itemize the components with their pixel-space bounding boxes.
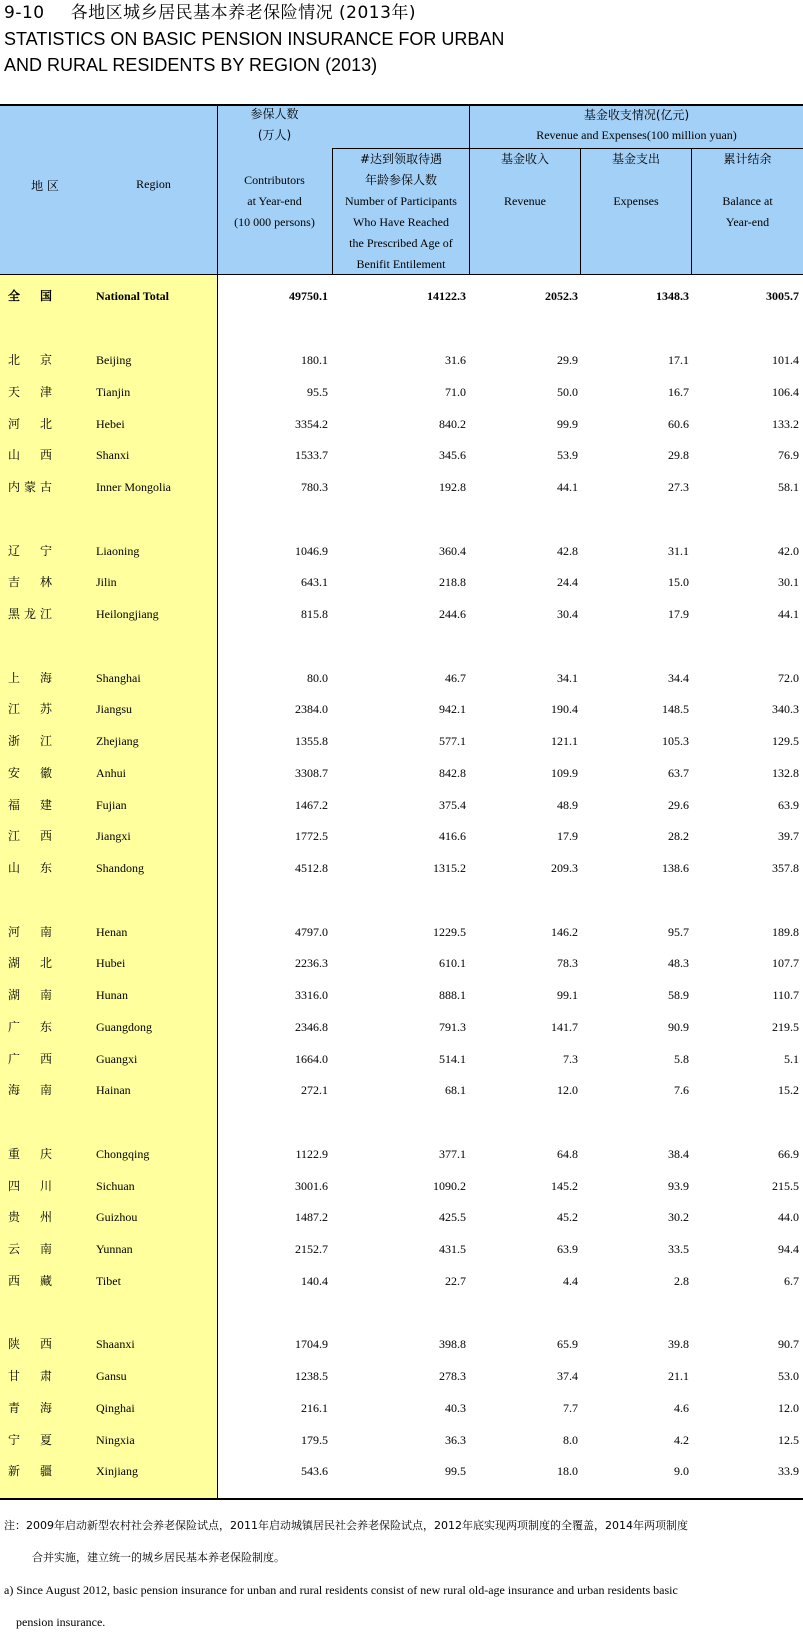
table-row bbox=[0, 1424, 803, 1456]
region-cn: 西 藏 bbox=[8, 1273, 52, 1288]
cell-revenue: 209.3 bbox=[551, 861, 578, 875]
table-row bbox=[0, 439, 803, 471]
cell-expenses: 9.0 bbox=[674, 1464, 689, 1479]
header-reached-en2: Who Have Reached bbox=[353, 215, 449, 229]
note-en-line1: a) Since August 2012, basic pension insurance for unban and rural residents consist of new rural old-age insurance and urban residents basic bbox=[4, 1583, 678, 1597]
cell-revenue: 190.4 bbox=[551, 702, 578, 717]
header-reached-en1: Number of Participants bbox=[345, 194, 457, 208]
region-cn: 青 海 bbox=[8, 1400, 52, 1415]
header-reached-en3: the Prescribed Age of bbox=[349, 236, 453, 250]
region-cn: 海 南 bbox=[8, 1083, 52, 1098]
table-row bbox=[0, 662, 803, 694]
cell-reached: 888.1 bbox=[439, 988, 466, 1002]
header-divider-4 bbox=[691, 148, 692, 275]
region-en: Hainan bbox=[96, 1083, 131, 1098]
cell-revenue: 99.1 bbox=[557, 988, 578, 1002]
cell-revenue: 45.2 bbox=[557, 1210, 578, 1225]
title-cn bbox=[4, 0, 504, 26]
region-en: Anhui bbox=[96, 765, 126, 780]
cell-reached: 514.1 bbox=[439, 1051, 466, 1066]
title-en-line2: AND RURAL RESIDENTS BY REGION (2013) bbox=[4, 55, 378, 75]
region-en: Shandong bbox=[96, 861, 144, 875]
region-cn: 江 苏 bbox=[8, 702, 52, 717]
header-region-cn: 地 区 bbox=[31, 179, 59, 193]
cell-reached: 71.0 bbox=[445, 384, 466, 399]
note-cn-line2: 合并实施，建立统一的城乡居民基本养老保险制度。 bbox=[32, 1551, 285, 1564]
region-cn: 黑龙江 bbox=[8, 607, 52, 621]
header-divider-2 bbox=[469, 105, 470, 275]
table-row bbox=[0, 1328, 803, 1360]
region-cn: 山 东 bbox=[8, 861, 52, 875]
table-number: 9-10 bbox=[4, 3, 45, 23]
cell-contributors: 2152.7 bbox=[295, 1242, 328, 1256]
cell-balance: 30.1 bbox=[778, 575, 799, 590]
region-cn: 四 川 bbox=[8, 1178, 52, 1193]
region-en: Jiangxi bbox=[96, 829, 131, 844]
cell-contributors: 2346.8 bbox=[295, 1019, 328, 1034]
header-fund-cn: 基金收支情况(亿元) bbox=[583, 108, 690, 122]
header-revenue-cn: 基金收入 bbox=[500, 152, 549, 166]
region-cn: 云 南 bbox=[8, 1242, 52, 1256]
cell-expenses: 17.1 bbox=[668, 353, 689, 367]
cell-balance: 76.9 bbox=[778, 448, 799, 463]
cell-reached: 31.6 bbox=[445, 353, 466, 367]
cell-reached: 398.8 bbox=[439, 1337, 466, 1352]
table-row bbox=[0, 725, 803, 757]
table-row bbox=[0, 1201, 803, 1233]
cell-expenses: 27.3 bbox=[668, 480, 689, 494]
region-en: Qinghai bbox=[96, 1400, 135, 1415]
header-divider-1 bbox=[332, 148, 333, 275]
region-cn: 广 东 bbox=[8, 1019, 52, 1034]
cell-contributors: 4512.8 bbox=[295, 861, 328, 875]
cell-expenses: 31.1 bbox=[668, 543, 689, 558]
region-en: Sichuan bbox=[96, 1178, 135, 1193]
cell-revenue: 34.1 bbox=[557, 670, 578, 685]
table-row bbox=[0, 471, 803, 503]
cell-expenses: 21.1 bbox=[668, 1369, 689, 1383]
cell-reached: 377.1 bbox=[439, 1146, 466, 1161]
cell-contributors: 3001.6 bbox=[295, 1178, 328, 1193]
cell-expenses: 29.6 bbox=[668, 797, 689, 812]
cell-contributors: 180.1 bbox=[301, 353, 328, 367]
cell-balance: 44.0 bbox=[778, 1210, 799, 1225]
cell-contributors: 80.0 bbox=[307, 670, 328, 685]
table-top-rule bbox=[0, 104, 803, 106]
table-row bbox=[0, 820, 803, 852]
region-en: Guangdong bbox=[96, 1019, 152, 1034]
region-en: Ningxia bbox=[96, 1432, 135, 1447]
region-en: Jilin bbox=[96, 575, 117, 590]
cell-revenue: 18.0 bbox=[557, 1464, 578, 1479]
region-en: Guangxi bbox=[96, 1051, 138, 1066]
table-row bbox=[0, 1074, 803, 1106]
table-row bbox=[0, 1360, 803, 1392]
cell-balance: 12.0 bbox=[778, 1400, 799, 1415]
cell-reached: 46.7 bbox=[445, 670, 466, 685]
cell-revenue: 109.9 bbox=[551, 765, 578, 780]
header-revenue-en: Revenue bbox=[504, 194, 546, 208]
table-row bbox=[0, 1138, 803, 1170]
cell-balance: 12.5 bbox=[778, 1432, 799, 1447]
region-en: Guizhou bbox=[96, 1210, 138, 1225]
table-row bbox=[0, 408, 803, 440]
cell-revenue: 24.4 bbox=[557, 575, 578, 590]
cell-reached: 278.3 bbox=[439, 1369, 466, 1383]
table-row bbox=[0, 598, 803, 630]
cell-contributors: 1664.0 bbox=[295, 1051, 328, 1066]
cell-balance: 133.2 bbox=[772, 416, 799, 431]
cell-reached: 577.1 bbox=[439, 734, 466, 748]
cell-revenue: 63.9 bbox=[557, 1242, 578, 1256]
region-en: Shanghai bbox=[96, 670, 141, 685]
header-fund-en: Revenue and Expenses(100 million yuan) bbox=[536, 128, 737, 142]
cell-balance: 33.9 bbox=[778, 1464, 799, 1479]
table-row bbox=[0, 916, 803, 948]
cell-reached: 22.7 bbox=[445, 1273, 466, 1288]
cell-revenue: 65.9 bbox=[557, 1337, 578, 1352]
cell-revenue: 50.0 bbox=[557, 384, 578, 399]
table-row bbox=[0, 1455, 803, 1487]
region-cn: 湖 南 bbox=[8, 988, 52, 1002]
cell-reached: 431.5 bbox=[439, 1242, 466, 1256]
region-en: Yunnan bbox=[96, 1242, 133, 1256]
cell-expenses: 148.5 bbox=[662, 702, 689, 717]
cell-reached: 192.8 bbox=[439, 480, 466, 494]
cell-contributors: 3354.2 bbox=[295, 416, 328, 431]
cell-balance: 39.7 bbox=[778, 829, 799, 844]
table-row bbox=[0, 1392, 803, 1424]
region-cn: 重 庆 bbox=[8, 1146, 52, 1161]
cell-balance: 53.0 bbox=[778, 1369, 799, 1383]
cell-reached: 40.3 bbox=[445, 1400, 466, 1415]
cell-reached: 942.1 bbox=[439, 702, 466, 717]
region-en: Shaanxi bbox=[96, 1337, 135, 1352]
cell-balance: 44.1 bbox=[778, 607, 799, 621]
cell-expenses: 5.8 bbox=[674, 1051, 689, 1066]
header-balance-en1: Balance at bbox=[722, 194, 773, 208]
cell-revenue: 44.1 bbox=[557, 480, 578, 494]
table-row bbox=[0, 789, 803, 821]
cell-balance: 215.5 bbox=[772, 1178, 799, 1193]
region-cn: 湖 北 bbox=[8, 956, 52, 971]
cell-balance: 219.5 bbox=[772, 1019, 799, 1034]
region-en: Hebei bbox=[96, 416, 125, 431]
cell-contributors: 2236.3 bbox=[295, 956, 328, 971]
cell-expenses: 38.4 bbox=[668, 1146, 689, 1161]
table-row-national-total bbox=[0, 280, 803, 312]
region-cn: 江 西 bbox=[8, 829, 52, 844]
cell-expenses: 30.2 bbox=[668, 1210, 689, 1225]
header-contrib-cn2: (万人) bbox=[257, 128, 292, 142]
cell-reached: 791.3 bbox=[439, 1019, 466, 1034]
table-header bbox=[0, 105, 803, 275]
cell-expenses: 2.8 bbox=[674, 1273, 689, 1288]
cell-balance: 357.8 bbox=[772, 861, 799, 875]
cell-reached: 416.6 bbox=[439, 829, 466, 844]
cell-balance: 3005.7 bbox=[766, 289, 799, 303]
cell-reached: 1090.2 bbox=[433, 1178, 466, 1193]
region-cn: 安 徽 bbox=[8, 765, 52, 780]
cell-revenue: 4.4 bbox=[563, 1273, 578, 1288]
header-contrib-en1: Contributors bbox=[244, 173, 305, 187]
cell-contributors: 272.1 bbox=[301, 1083, 328, 1098]
cell-expenses: 105.3 bbox=[662, 734, 689, 748]
cell-expenses: 4.6 bbox=[674, 1400, 689, 1415]
region-en: Henan bbox=[96, 924, 128, 939]
cell-balance: 340.3 bbox=[772, 702, 799, 717]
header-bottom-rule bbox=[0, 274, 803, 275]
header-expenses-en: Expenses bbox=[613, 194, 659, 208]
cell-expenses: 90.9 bbox=[668, 1019, 689, 1034]
cell-expenses: 7.6 bbox=[674, 1083, 689, 1098]
table-row bbox=[0, 979, 803, 1011]
cell-balance: 106.4 bbox=[772, 384, 799, 399]
cell-balance: 132.8 bbox=[772, 765, 799, 780]
cell-contributors: 1487.2 bbox=[295, 1210, 328, 1225]
cell-expenses: 58.9 bbox=[668, 988, 689, 1002]
header-reached-cn1: #达到领取待遇 bbox=[359, 152, 443, 166]
header-region-en: Region bbox=[136, 177, 171, 191]
cell-contributors: 1772.5 bbox=[295, 829, 328, 844]
table-row bbox=[0, 1265, 803, 1297]
cell-balance: 42.0 bbox=[778, 543, 799, 558]
cell-expenses: 15.0 bbox=[668, 575, 689, 590]
cell-revenue: 141.7 bbox=[551, 1019, 578, 1034]
header-expenses-cn: 基金支出 bbox=[611, 152, 660, 166]
region-cn: 贵 州 bbox=[8, 1210, 52, 1225]
cell-expenses: 34.4 bbox=[668, 670, 689, 685]
cell-contributors: 1467.2 bbox=[295, 797, 328, 812]
cell-contributors: 3316.0 bbox=[295, 988, 328, 1002]
cell-contributors: 179.5 bbox=[301, 1432, 328, 1447]
header-reached-cn2: 年龄参保人数 bbox=[364, 173, 437, 187]
region-en: National Total bbox=[96, 289, 170, 303]
table-row bbox=[0, 566, 803, 598]
cell-revenue: 99.9 bbox=[557, 416, 578, 431]
cell-reached: 840.2 bbox=[439, 416, 466, 431]
cell-contributors: 140.4 bbox=[301, 1273, 328, 1288]
cell-reached: 360.4 bbox=[439, 543, 466, 558]
region-en: Tibet bbox=[96, 1273, 121, 1288]
region-cn: 宁 夏 bbox=[8, 1432, 52, 1447]
cell-expenses: 48.3 bbox=[668, 956, 689, 971]
cell-revenue: 7.3 bbox=[563, 1051, 578, 1066]
cell-expenses: 29.8 bbox=[668, 448, 689, 463]
header-contrib-cn1: 参保人数 bbox=[250, 107, 299, 121]
region-cn: 辽 宁 bbox=[8, 543, 52, 558]
cell-revenue: 2052.3 bbox=[545, 289, 578, 303]
header-balance-cn: 累计结余 bbox=[723, 152, 772, 166]
cell-contributors: 2384.0 bbox=[295, 702, 328, 717]
cell-expenses: 17.9 bbox=[668, 607, 689, 621]
region-en: Jiangsu bbox=[96, 702, 132, 717]
header-reached-en4: Benifit Entilement bbox=[356, 257, 446, 271]
region-cn: 陕 西 bbox=[8, 1337, 52, 1352]
table-row bbox=[0, 1170, 803, 1202]
cell-revenue: 8.0 bbox=[563, 1432, 578, 1447]
cell-revenue: 7.7 bbox=[563, 1400, 578, 1415]
region-en: Beijing bbox=[96, 353, 132, 367]
cell-contributors: 1355.8 bbox=[295, 734, 328, 748]
cell-revenue: 30.4 bbox=[557, 607, 578, 621]
table-title bbox=[4, 0, 504, 78]
note-cn-line1: 注：2009年启动新型农村社会养老保险试点，2011年启动城镇居民社会养老保险试点，2012年底实现两项制度的全覆盖，2014年两项制度 bbox=[4, 1519, 688, 1532]
cell-expenses: 138.6 bbox=[662, 861, 689, 875]
region-en: Hunan bbox=[96, 988, 128, 1002]
title-cn-text: 各地区城乡居民基本养老保险情况 (2013年) bbox=[70, 3, 417, 23]
cell-balance: 110.7 bbox=[772, 988, 799, 1002]
cell-expenses: 95.7 bbox=[668, 924, 689, 939]
region-cn: 甘 肃 bbox=[8, 1369, 52, 1383]
cell-revenue: 78.3 bbox=[557, 956, 578, 971]
cell-contributors: 3308.7 bbox=[295, 765, 328, 780]
title-en-line1: STATISTICS ON BASIC PENSION INSURANCE FOR URBAN bbox=[4, 29, 505, 49]
cell-expenses: 28.2 bbox=[668, 829, 689, 844]
cell-contributors: 1046.9 bbox=[295, 543, 328, 558]
table-row bbox=[0, 1233, 803, 1265]
header-contrib-en2: at Year-end bbox=[247, 194, 302, 208]
cell-expenses: 1348.3 bbox=[656, 289, 689, 303]
region-en: Xinjiang bbox=[96, 1464, 138, 1479]
cell-expenses: 4.2 bbox=[674, 1432, 689, 1447]
region-en: Liaoning bbox=[96, 543, 140, 558]
table-row bbox=[0, 947, 803, 979]
cell-contributors: 1533.7 bbox=[295, 448, 328, 463]
cell-contributors: 1122.9 bbox=[295, 1146, 328, 1161]
cell-reached: 36.3 bbox=[445, 1432, 466, 1447]
note-en-line2: pension insurance. bbox=[16, 1615, 106, 1629]
cell-revenue: 146.2 bbox=[551, 924, 578, 939]
cell-revenue: 17.9 bbox=[557, 829, 578, 844]
region-cn: 北 京 bbox=[8, 353, 52, 367]
region-en: Zhejiang bbox=[96, 734, 139, 748]
region-cn: 河 南 bbox=[8, 924, 52, 939]
cell-contributors: 49750.1 bbox=[289, 289, 328, 303]
cell-contributors: 1704.9 bbox=[295, 1337, 328, 1352]
header-divider-3 bbox=[580, 148, 581, 275]
cell-balance: 58.1 bbox=[778, 480, 799, 494]
table-bottom-rule bbox=[0, 1498, 803, 1500]
table-row bbox=[0, 1043, 803, 1075]
cell-balance: 72.0 bbox=[778, 670, 799, 685]
cell-contributors: 643.1 bbox=[301, 575, 328, 590]
cell-reached: 842.8 bbox=[439, 765, 466, 780]
cell-balance: 101.4 bbox=[772, 353, 799, 367]
region-en: Heilongjiang bbox=[96, 607, 159, 621]
cell-balance: 6.7 bbox=[784, 1273, 799, 1288]
cell-reached: 1229.5 bbox=[433, 924, 466, 939]
region-cn: 广 西 bbox=[8, 1051, 52, 1066]
cell-revenue: 53.9 bbox=[557, 448, 578, 463]
region-en: Chongqing bbox=[96, 1146, 150, 1161]
region-en: Tianjin bbox=[96, 384, 131, 399]
table-row bbox=[0, 1011, 803, 1043]
table-row bbox=[0, 693, 803, 725]
table-row bbox=[0, 376, 803, 408]
region-cn: 新 疆 bbox=[8, 1464, 52, 1479]
cell-reached: 345.6 bbox=[439, 448, 466, 463]
cell-balance: 90.7 bbox=[778, 1337, 799, 1352]
region-en: Gansu bbox=[96, 1369, 127, 1383]
cell-reached: 375.4 bbox=[439, 797, 466, 812]
cell-balance: 107.7 bbox=[772, 956, 799, 971]
cell-contributors: 216.1 bbox=[301, 1400, 328, 1415]
cell-revenue: 42.8 bbox=[557, 543, 578, 558]
cell-contributors: 543.6 bbox=[301, 1464, 328, 1479]
cell-revenue: 145.2 bbox=[551, 1178, 578, 1193]
region-en: Shanxi bbox=[96, 448, 130, 463]
cell-balance: 63.9 bbox=[778, 797, 799, 812]
region-cn: 上 海 bbox=[8, 670, 52, 685]
cell-balance: 15.2 bbox=[778, 1083, 799, 1098]
cell-revenue: 121.1 bbox=[551, 734, 578, 748]
cell-contributors: 1238.5 bbox=[295, 1369, 328, 1383]
cell-reached: 1315.2 bbox=[433, 861, 466, 875]
region-cn: 河 北 bbox=[8, 416, 52, 431]
cell-revenue: 37.4 bbox=[557, 1369, 578, 1383]
cell-expenses: 16.7 bbox=[668, 384, 689, 399]
region-cn: 山 西 bbox=[8, 448, 52, 463]
cell-contributors: 815.8 bbox=[301, 607, 328, 621]
cell-reached: 425.5 bbox=[439, 1210, 466, 1225]
table-row bbox=[0, 344, 803, 376]
cell-revenue: 12.0 bbox=[557, 1083, 578, 1098]
region-cn: 全 国 bbox=[8, 289, 52, 303]
region-cn: 福 建 bbox=[8, 797, 52, 812]
cell-reached: 99.5 bbox=[445, 1464, 466, 1479]
cell-expenses: 93.9 bbox=[668, 1178, 689, 1193]
table-row bbox=[0, 852, 803, 884]
region-en: Inner Mongolia bbox=[96, 480, 171, 494]
region-cn: 浙 江 bbox=[8, 734, 52, 748]
cell-balance: 5.1 bbox=[784, 1051, 799, 1066]
header-sub-rule bbox=[332, 148, 803, 149]
cell-reached: 14122.3 bbox=[427, 289, 466, 303]
cell-expenses: 63.7 bbox=[668, 765, 689, 780]
cell-reached: 218.8 bbox=[439, 575, 466, 590]
region-cn: 内蒙古 bbox=[8, 480, 52, 494]
region-en: Hubei bbox=[96, 956, 126, 971]
cell-revenue: 64.8 bbox=[557, 1146, 578, 1161]
cell-expenses: 60.6 bbox=[668, 416, 689, 431]
header-balance-en2: Year-end bbox=[725, 215, 770, 229]
region-en: Fujian bbox=[96, 797, 127, 812]
cell-contributors: 780.3 bbox=[301, 480, 328, 494]
cell-expenses: 33.5 bbox=[668, 1242, 689, 1256]
cell-balance: 129.5 bbox=[772, 734, 799, 748]
cell-contributors: 4797.0 bbox=[295, 924, 328, 939]
cell-expenses: 39.8 bbox=[668, 1337, 689, 1352]
header-contrib-en3: (10 000 persons) bbox=[234, 215, 315, 229]
cell-revenue: 29.9 bbox=[557, 353, 578, 367]
cell-balance: 94.4 bbox=[778, 1242, 799, 1256]
cell-reached: 68.1 bbox=[445, 1083, 466, 1098]
cell-contributors: 95.5 bbox=[307, 384, 328, 399]
region-cn: 天 津 bbox=[8, 384, 52, 399]
cell-balance: 66.9 bbox=[778, 1146, 799, 1161]
table-row bbox=[0, 757, 803, 789]
cell-revenue: 48.9 bbox=[557, 797, 578, 812]
table-row bbox=[0, 535, 803, 567]
footnotes bbox=[4, 1510, 799, 1638]
region-cn: 吉 林 bbox=[8, 575, 52, 590]
cell-reached: 244.6 bbox=[439, 607, 466, 621]
cell-reached: 610.1 bbox=[439, 956, 466, 971]
cell-balance: 189.8 bbox=[772, 924, 799, 939]
